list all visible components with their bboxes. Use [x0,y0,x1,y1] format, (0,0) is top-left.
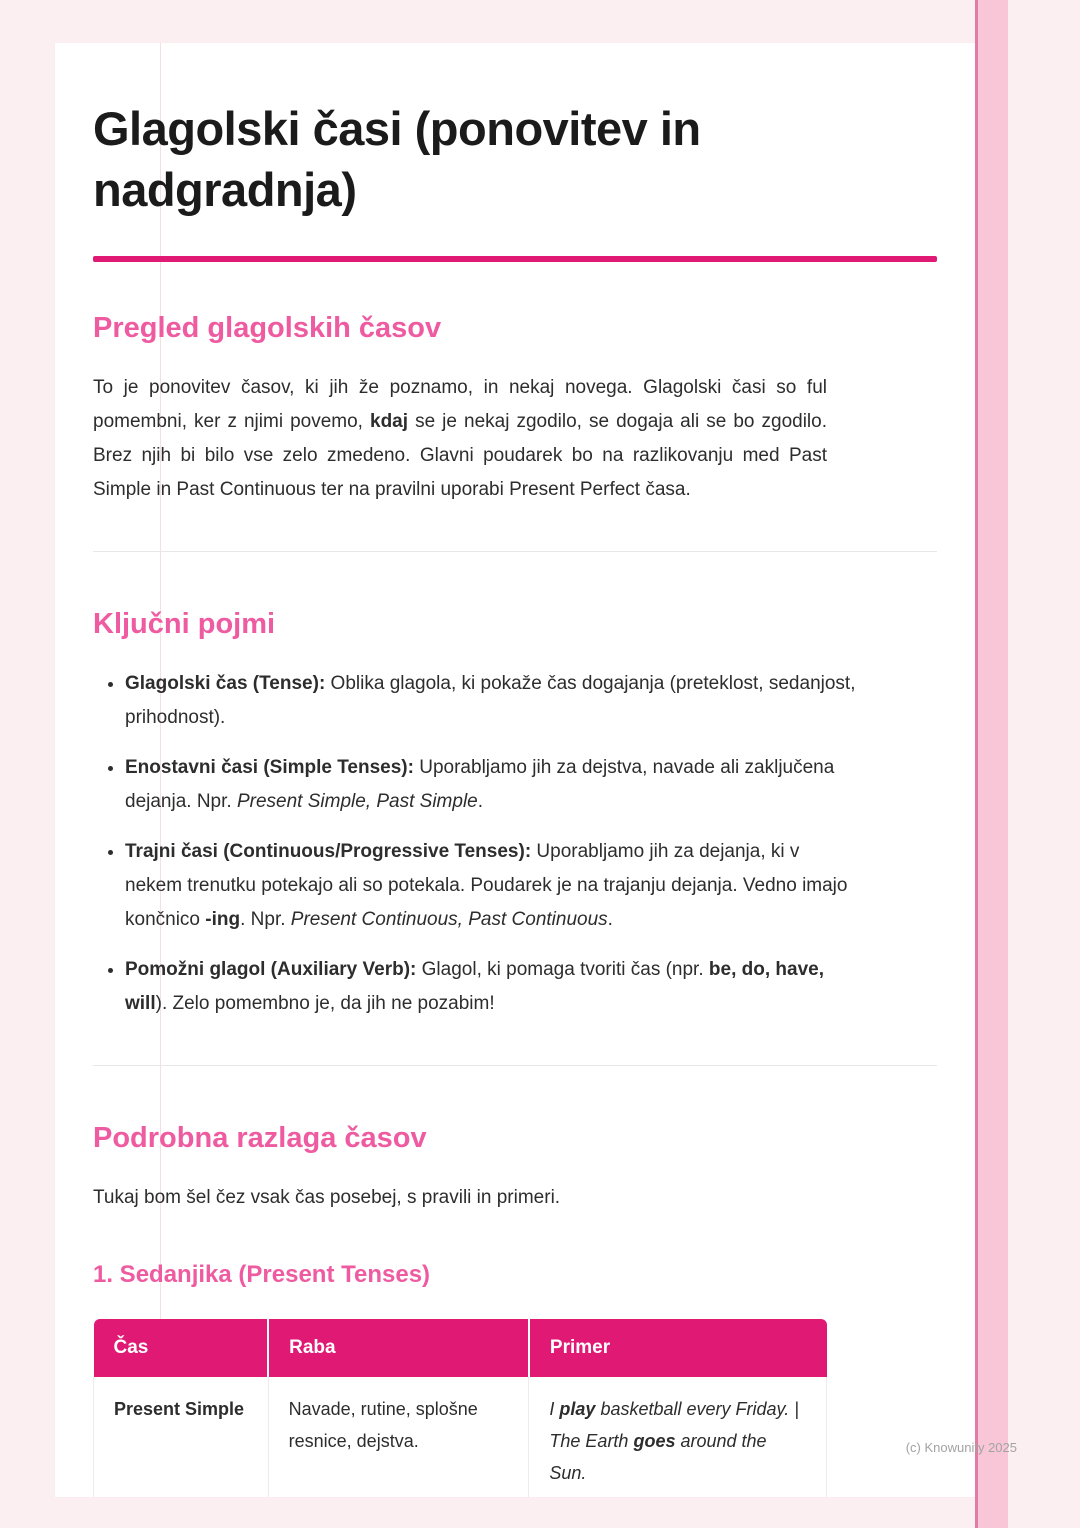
text-run: . [607,909,613,931]
text-run: ). Zelo pomembno je, da jih ne pozabim! [155,993,495,1015]
column-header-primer: Primer [529,1319,827,1377]
tense-table-head [94,1319,827,1377]
section-heading-detailed: Podrobna razlaga časov [93,1122,427,1155]
column-header-raba: Raba [268,1319,529,1377]
text-run: se je nekaj zgodilo, se dogaja ali se bo zgodilo. Brez njih bi bilo vse zelo zmedeno. Glavni poudarek bo na razlikovanju med Past Simple in Past Continuous ter na pravilni uporabi Present Perfect časa. [93,411,827,501]
text-run: Pomožni glagol (Auxiliary Verb): [125,959,417,981]
tense-table-header-row [94,1319,827,1377]
text-run: Navade, rutine, splošne resnice, dejstva. [288,1399,478,1452]
key-term-item [125,835,859,937]
text-run: I [549,1399,560,1420]
text-run: Present Simple, Past Simple [236,791,478,813]
section-divider [93,1065,937,1066]
text-run: Uporabljamo jih za dejstva, navade ali zaključena dejanja. Npr. [125,757,835,813]
right-pink-stripe [975,0,1008,1528]
text-run: Glagol, ki pomaga tvoriti čas (npr. [416,959,709,981]
detailed-intro-paragraph: Tukaj bom šel čez vsak čas posebej, s pravili in primeri. [93,1187,561,1209]
table-cell [268,1377,529,1497]
text-run: Uporabljamo jih za dejanja, ki v nekem trenutku potekajo ali so potekala. Poudarek je na trajanju dejanja. Vedno imajo končnico [125,841,848,931]
section-divider [93,551,937,552]
text-run: goes [633,1431,676,1452]
column-header-cas: Čas [94,1319,269,1377]
page-title: Glagolski časi (ponovitev in nadgradnja) [93,102,701,217]
document-content [55,43,975,1497]
text-run: . [477,791,484,813]
text-run: Trajni časi (Continuous/Progressive Tenses): [125,841,532,863]
section-heading-key-terms: Ključni pojmi [93,608,276,641]
key-term-item [125,953,859,1021]
document-page [55,43,975,1497]
table-row [94,1377,827,1497]
text-run: basketball every Friday. | [595,1399,799,1420]
text-run: around the Sun. [549,1431,767,1484]
tense-table [93,1319,827,1497]
text-run: -ing [205,909,241,931]
overview-paragraph [93,371,827,507]
text-run: be, do, have, will [125,959,824,1015]
section-heading-overview: Pregled glagolskih časov [93,312,442,345]
text-run: Glagolski čas (Tense): [125,673,326,695]
text-run: play [559,1399,596,1420]
text-run: Present Simple [114,1399,245,1420]
text-run: kdaj [370,411,409,433]
key-term-item [125,751,859,819]
key-term-item [125,667,859,735]
tense-table-body [94,1377,827,1497]
key-terms-list [93,667,859,1021]
subsection-heading-present-tenses: 1. Sedanjika (Present Tenses) [93,1261,431,1289]
text-run: . Npr. [240,909,291,931]
table-cell [529,1377,827,1497]
text-run: Oblika glagola, ki pokaže čas dogajanja (preteklost, sedanjost, prihodnost). [125,673,856,729]
copyright-text: (c) Knowunity 2025 [905,1440,1017,1455]
title-divider-rule [93,256,937,262]
table-cell [94,1377,269,1497]
text-run: The Earth [549,1431,634,1452]
text-run: Present Continuous, Past Continuous [290,909,608,931]
text-run: To je ponovitev časov, ki jih že poznamo, in nekaj novega. Glagolski časi so ful pomembni, ker z njimi povemo, [93,377,827,433]
text-run: Enostavni časi (Simple Tenses): [125,757,414,779]
